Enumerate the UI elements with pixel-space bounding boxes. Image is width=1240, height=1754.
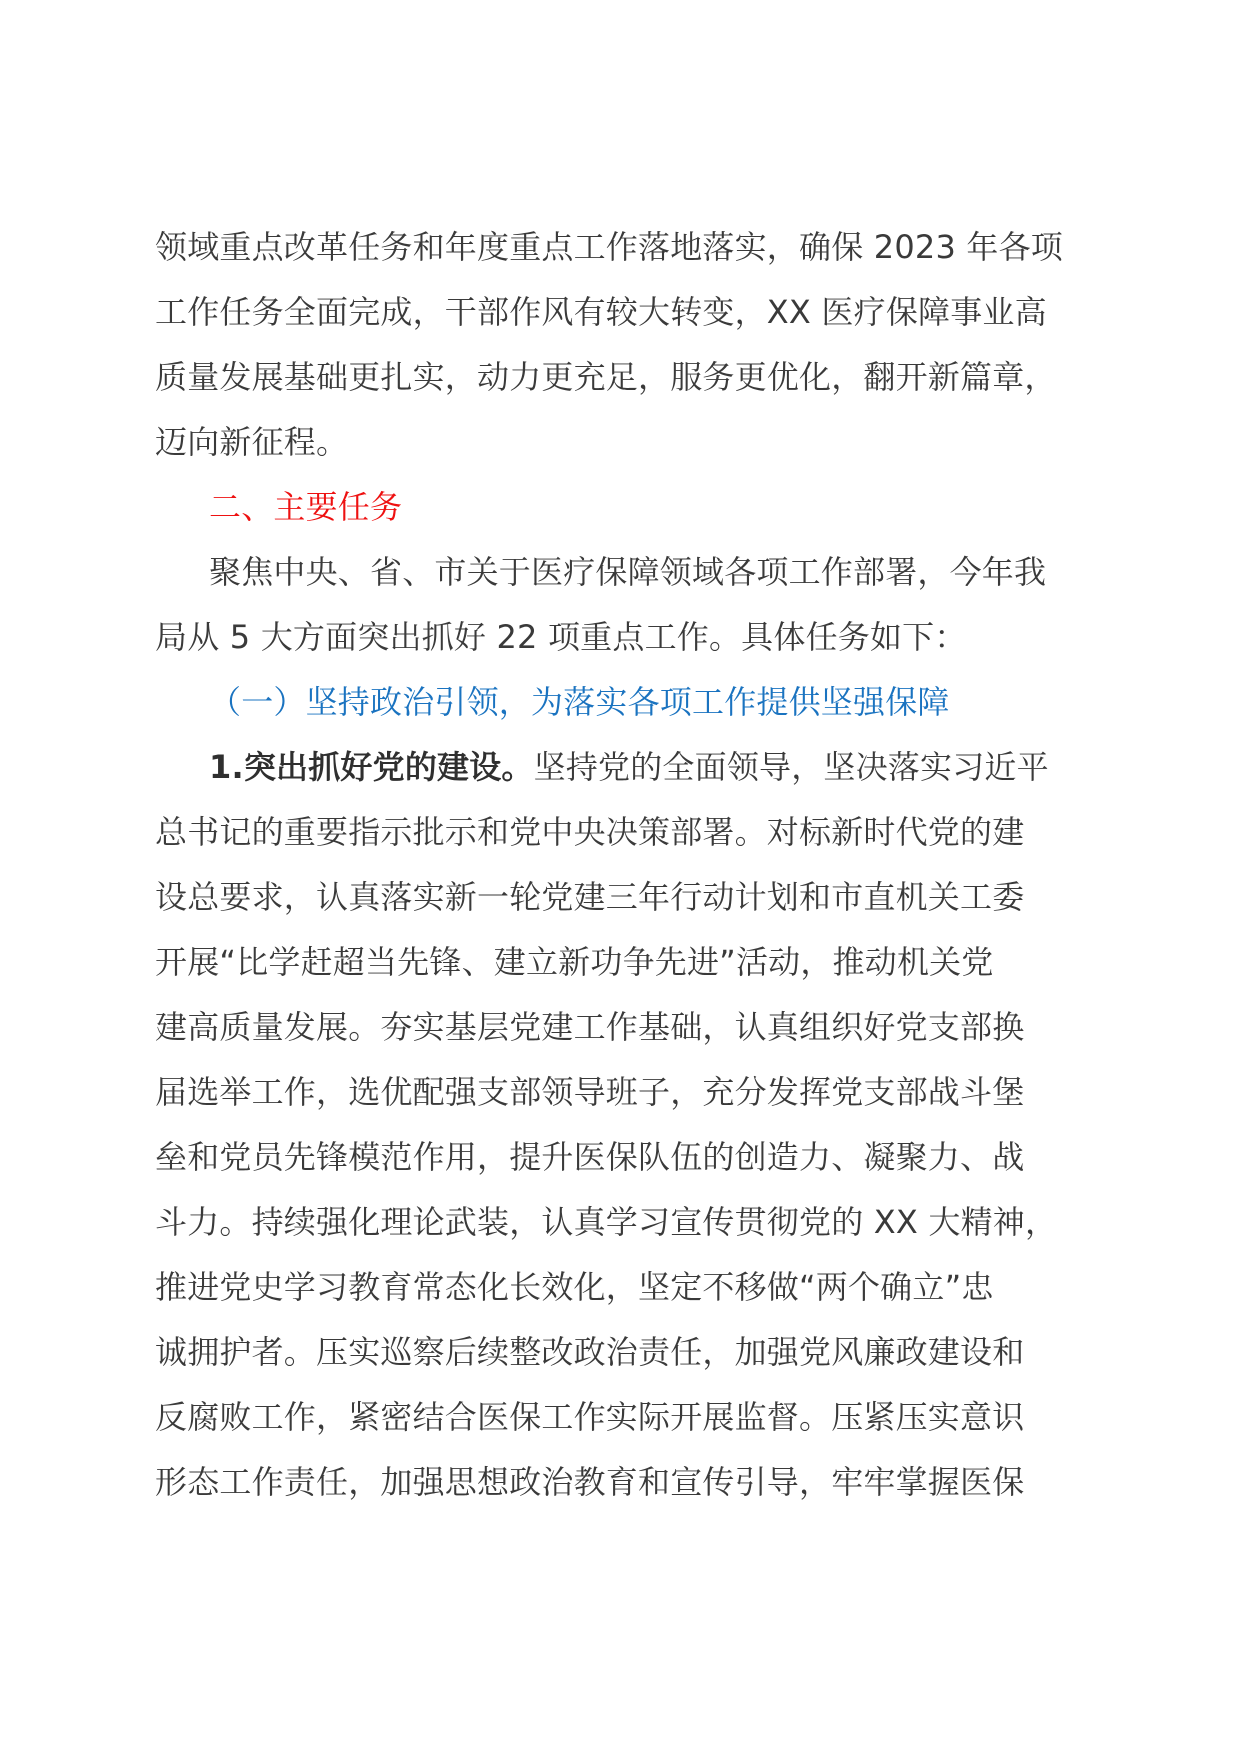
body-text-line: 反腐败工作，紧密结合医保工作实际开展监督。压紧压实意识	[155, 1398, 1025, 1436]
body-text-line: 形态工作责任，加强思想政治教育和宣传引导，牢牢掌握医保	[155, 1463, 1025, 1501]
section-heading: 二、主要任务	[209, 488, 403, 526]
subsection-heading: （一）坚持政治引领，为落实各项工作提供坚强保障	[209, 683, 950, 721]
body-text-line: 届选举工作，选优配强支部领导班子，充分发挥党支部战斗堡	[155, 1073, 1025, 1111]
body-text-line: 质量发展基础更扎实，动力更充足，服务更优化，翻开新篇章，	[155, 358, 1057, 396]
body-text-line: 诚拥护者。压实巡察后续整改政治责任，加强党风廉政建设和	[155, 1333, 1025, 1371]
item-text: 坚持党的全面领导，坚决落实习近平	[533, 748, 1049, 786]
body-text-line: 斗力。持续强化理论武装，认真学习宣传贯彻党的 XX 大精神，	[155, 1203, 1058, 1241]
body-text-line: 建高质量发展。夯实基层党建工作基础，认真组织好党支部换	[155, 1008, 1025, 1046]
document-body	[155, 215, 1090, 1515]
body-text-line: 推进党史学习教育常态化长效化，坚定不移做“两个确立”忠	[155, 1268, 994, 1306]
body-text-line: 领域重点改革任务和年度重点工作落地落实，确保 2023 年各项	[155, 228, 1063, 266]
body-text-line: 垒和党员先锋模范作用，提升医保队伍的创造力、凝聚力、战	[155, 1138, 1025, 1176]
body-text-line: 局从 5 大方面突出抓好 22 项重点工作。具体任务如下：	[155, 618, 967, 656]
body-text-line: 设总要求，认真落实新一轮党建三年行动计划和市直机关工委	[155, 878, 1025, 916]
body-text-line: 工作任务全面完成，干部作风有较大转变，XX 医疗保障事业高	[155, 293, 1047, 331]
body-text-line: 总书记的重要指示批示和党中央决策部署。对标新时代党的建	[155, 813, 1025, 851]
body-text-line: 迈向新征程。	[155, 423, 349, 461]
item-first-line	[155, 735, 1090, 800]
item-title: 1.突出抓好党的建设。	[209, 748, 534, 786]
body-text-line: 开展“比学赶超当先锋、建立新功争先进”活动，推动机关党	[155, 943, 994, 981]
body-text-line: 聚焦中央、省、市关于医疗保障领域各项工作部署，今年我	[209, 553, 1047, 591]
